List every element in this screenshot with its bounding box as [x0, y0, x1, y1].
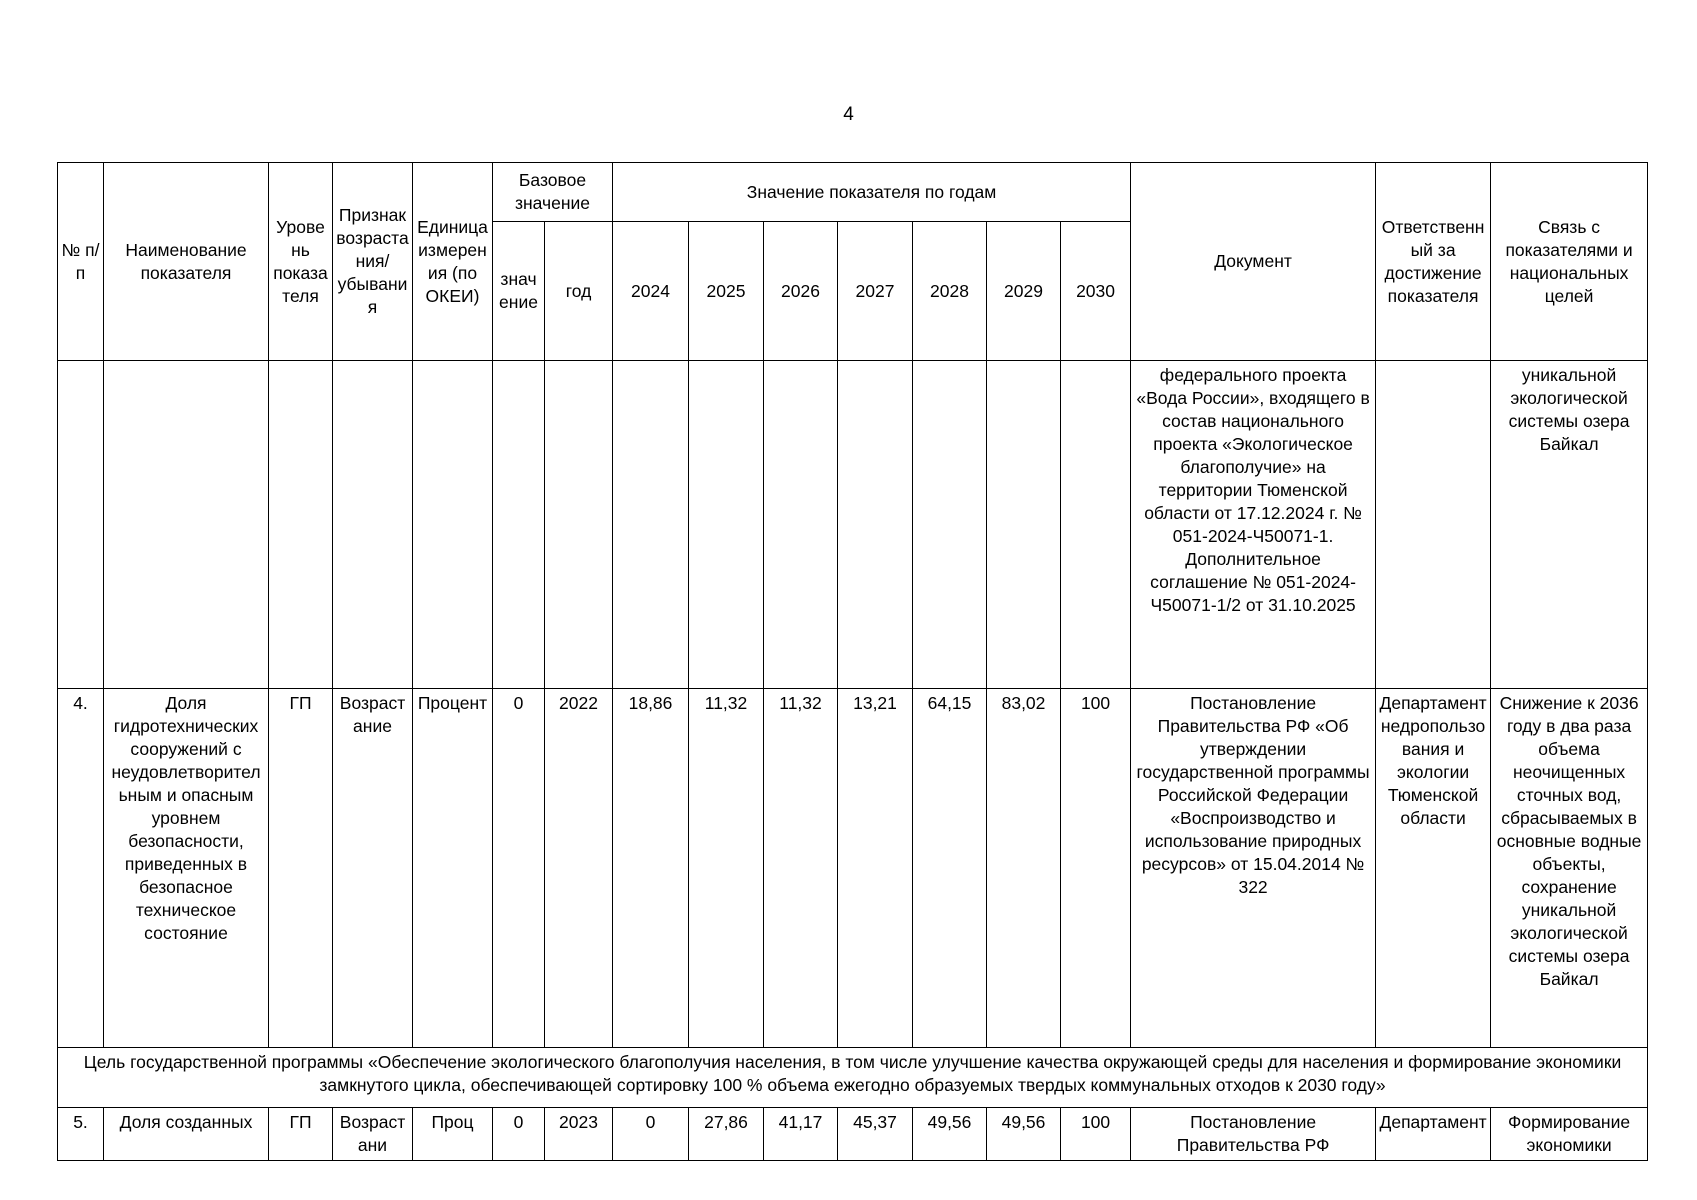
cell-name: Доля созданных: [104, 1108, 269, 1161]
cell-value-2026: 41,17: [764, 1108, 838, 1161]
cell-base-year: 2022: [545, 689, 613, 1048]
cell-responsible: Департамент: [1376, 1108, 1491, 1161]
header-unit: Единица измерения (по ОКЕИ): [413, 163, 493, 361]
cell-value-2025: [689, 361, 764, 689]
header-year-2030: 2030: [1061, 222, 1131, 361]
cell-sign: [333, 361, 413, 689]
cell-value-2024: 0: [613, 1108, 689, 1161]
cell-document: Постановление Правительства РФ «Об утверждении государственной программы Российской Федерации «Воспроизводство и использование природных ресурсов» от 15.04.2014 № 322: [1131, 689, 1376, 1048]
cell-value-2026: 11,32: [764, 689, 838, 1048]
cell-level: ГП: [269, 689, 333, 1048]
cell-value-2027: [838, 361, 913, 689]
cell-document: федерального проекта «Вода России», входящего в состав национального проекта «Экологическое благополучие» на территории Тюменской области от 17.12.2024 г. № 051-2024-Ч50071-1. Дополнительное соглашение № 051-2024-Ч50071-1/2 от 31.10.2025: [1131, 361, 1376, 689]
cell-value-2030: [1061, 361, 1131, 689]
header-base: Базовое значение: [493, 163, 613, 222]
cell-value-2029: 49,56: [987, 1108, 1061, 1161]
cell-value-2029: [987, 361, 1061, 689]
header-values-by-year: Значение показателя по годам: [613, 163, 1131, 222]
cell-unit: Процент: [413, 689, 493, 1048]
cell-link: уникальной экологической системы озера Байкал: [1491, 361, 1648, 689]
cell-level: [269, 361, 333, 689]
goal-row: [58, 1048, 1648, 1108]
cell-sign: Возрастание: [333, 689, 413, 1048]
cell-value-2024: 18,86: [613, 689, 689, 1048]
header-base-year: год: [545, 222, 613, 361]
header-name: Наименование показателя: [104, 163, 269, 361]
cell-responsible: Департамент недропользования и экологии Тюменской области: [1376, 689, 1491, 1048]
cell-value-2030: 100: [1061, 1108, 1131, 1161]
cell-level: ГП: [269, 1108, 333, 1161]
cell-base-year: [545, 361, 613, 689]
table-row: [58, 689, 1648, 1048]
cell-value-2024: [613, 361, 689, 689]
header-year-2026: 2026: [764, 222, 838, 361]
cell-value-2028: 49,56: [913, 1108, 987, 1161]
cell-value-2028: [913, 361, 987, 689]
cell-num: 5.: [58, 1108, 104, 1161]
header-document: Документ: [1131, 163, 1376, 361]
page-number: 4: [843, 104, 854, 125]
header-level: Уровень показателя: [269, 163, 333, 361]
cell-value-2028: 64,15: [913, 689, 987, 1048]
cell-base-value: [493, 361, 545, 689]
header-responsible: Ответственный за достижение показателя: [1376, 163, 1491, 361]
cell-base-value: 0: [493, 689, 545, 1048]
header-link: Связь с показателями и национальных целей: [1491, 163, 1648, 361]
cell-num: [58, 361, 104, 689]
cell-value-2025: 11,32: [689, 689, 764, 1048]
header-year-2025: 2025: [689, 222, 764, 361]
cell-unit: Проц: [413, 1108, 493, 1161]
cell-responsible: [1376, 361, 1491, 689]
cell-value-2029: 83,02: [987, 689, 1061, 1048]
header-year-2029: 2029: [987, 222, 1061, 361]
table-row: [58, 361, 1648, 689]
header-year-2027: 2027: [838, 222, 913, 361]
header-year-2028: 2028: [913, 222, 987, 361]
indicators-table: [57, 162, 1648, 1161]
header-num: № п/п: [58, 163, 104, 361]
cell-num: 4.: [58, 689, 104, 1048]
goal-text: Цель государственной программы «Обеспечение экологического благополучия населения, в том числе улучшение качества окружающей среды для населения и формирование экономики замкнутого цикла, обеспечивающей сортировку 100 % объема ежегодно образуемых твердых коммунальных отходов к 2030 году»: [58, 1048, 1648, 1108]
cell-name: Доля гидротехнических сооружений с неудовлетворительным и опасным уровнем безопасности, приведенных в безопасное техническое состояние: [104, 689, 269, 1048]
cell-link: Формирование экономики: [1491, 1108, 1648, 1161]
cell-value-2027: 13,21: [838, 689, 913, 1048]
header-base-value: значение: [493, 222, 545, 361]
header-year-2024: 2024: [613, 222, 689, 361]
cell-value-2026: [764, 361, 838, 689]
cell-link: Снижение к 2036 году в два раза объема неочищенных сточных вод, сбрасываемых в основные водные объекты, сохранение уникальной экологической системы озера Байкал: [1491, 689, 1648, 1048]
cell-base-value: 0: [493, 1108, 545, 1161]
cell-name: [104, 361, 269, 689]
cell-sign: Возрастани: [333, 1108, 413, 1161]
cell-value-2030: 100: [1061, 689, 1131, 1048]
header-sign: Признак возрастания/ убывания: [333, 163, 413, 361]
cell-base-year: 2023: [545, 1108, 613, 1161]
cell-value-2027: 45,37: [838, 1108, 913, 1161]
table-row: [58, 1108, 1648, 1161]
cell-unit: [413, 361, 493, 689]
cell-value-2025: 27,86: [689, 1108, 764, 1161]
cell-document: Постановление Правительства РФ: [1131, 1108, 1376, 1161]
